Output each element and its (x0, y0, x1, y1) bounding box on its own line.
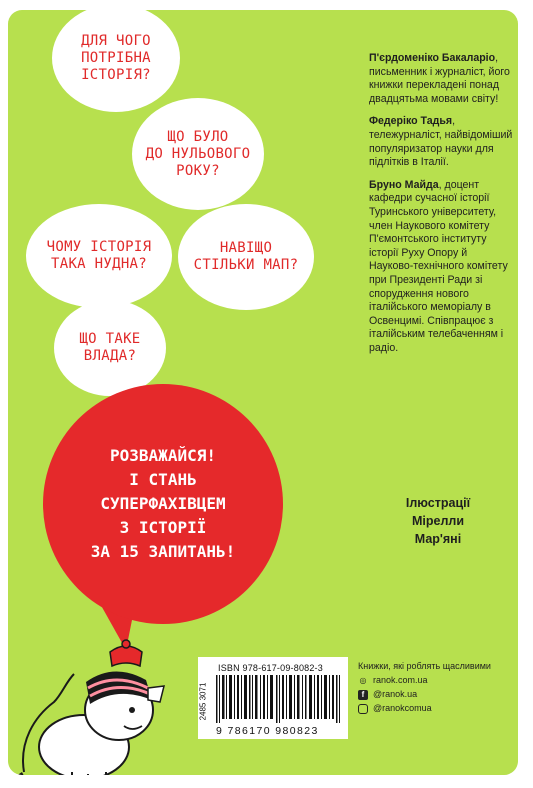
barcode-number: 9 786170 980823 (216, 725, 319, 737)
barcode-side-code: 2485 3071 (198, 682, 208, 721)
slogan-line: ЗА 15 ЗАПИТАНЬ! (90, 542, 236, 561)
question-bubble-4 (178, 204, 314, 310)
illustrator-line: Мірелли (411, 514, 465, 528)
publisher-instagram: @ranokcomua (373, 703, 432, 713)
question-bubble-1 (52, 10, 180, 112)
facebook-icon: f (358, 690, 368, 700)
question-bubble-5 (54, 300, 166, 396)
question-line: ПОТРІБНА (81, 49, 151, 66)
question-line: НАВІЩО (219, 240, 273, 256)
barcode-image (216, 675, 341, 723)
question-line: ДО НУЛЬОВОГО (145, 145, 251, 162)
lion-illustration (14, 622, 184, 775)
slogan-line: І СТАНЬ (129, 470, 197, 489)
question-line: ВЛАДА? (83, 348, 137, 364)
author-name: Бруно Майда (369, 178, 439, 191)
slogan-line: З ІСТОРІЇ (119, 518, 207, 537)
illustrator-credit (360, 494, 516, 548)
question-bubble-3 (26, 204, 172, 308)
author-entry (369, 52, 513, 106)
slogan-bubble (43, 384, 283, 624)
publisher-site-row (358, 675, 513, 686)
author-name: Федеріко Тадья (369, 115, 453, 128)
question-line: ТАКА НУДНА? (50, 256, 148, 272)
authors-block (369, 52, 513, 364)
publisher-instagram-row (358, 703, 513, 714)
question-line: РОКУ? (176, 162, 220, 179)
publisher-facebook-row (358, 689, 513, 700)
question-line: ДЛЯ ЧОГО (81, 32, 151, 49)
question-line: СТІЛЬКИ МАП? (193, 257, 299, 273)
globe-icon: ◎ (359, 676, 367, 685)
isbn-label: ISBN 978-617-09-8082-3 (218, 663, 323, 673)
author-name: П'єрдоменіко Бакаларіо (369, 52, 496, 64)
publisher-tagline: Книжки, які роблять щасливими (358, 661, 491, 671)
publisher-site: ranok.com.ua (373, 675, 428, 685)
question-bubble-2 (132, 98, 264, 210)
illustrator-line: Мар'яні (414, 532, 462, 546)
barcode-box (198, 657, 348, 739)
question-line: ІСТОРІЯ? (81, 66, 151, 83)
author-description: , доцент кафедри сучасної історії Туринського університету, член Наукового комітету П'ємонтського інституту історії Руху Опору й Науково-технічного комітету при Президенті Ради зі спорудження нового італійського меморіалу в Освенцимі. Співпрацює з італійським телебаченням і радіо. (369, 178, 508, 354)
question-line: ЧОМУ ІСТОРІЯ (46, 239, 152, 255)
author-entry (369, 115, 513, 169)
publisher-info (358, 661, 513, 714)
instagram-icon (358, 704, 368, 714)
author-description: , тележурналіст, найвідоміший популяризатор науки для підлітків в Італії. (369, 115, 513, 169)
book-back-cover (8, 10, 518, 775)
question-line: ЩО ТАКЕ (79, 331, 141, 347)
author-entry (369, 179, 513, 356)
question-line: ЩО БУЛО (167, 128, 229, 145)
slogan-line: РОЗВАЖАЙСЯ! (110, 446, 216, 465)
illustrator-line: Ілюстрації (405, 496, 471, 510)
slogan-line: СУПЕРФАХІВЦЕМ (100, 494, 226, 513)
author-description: , письменник і журналіст, його книжки перекладені понад двадцятьма мовами світу! (369, 52, 510, 105)
publisher-facebook: @ranok.ua (373, 689, 418, 699)
